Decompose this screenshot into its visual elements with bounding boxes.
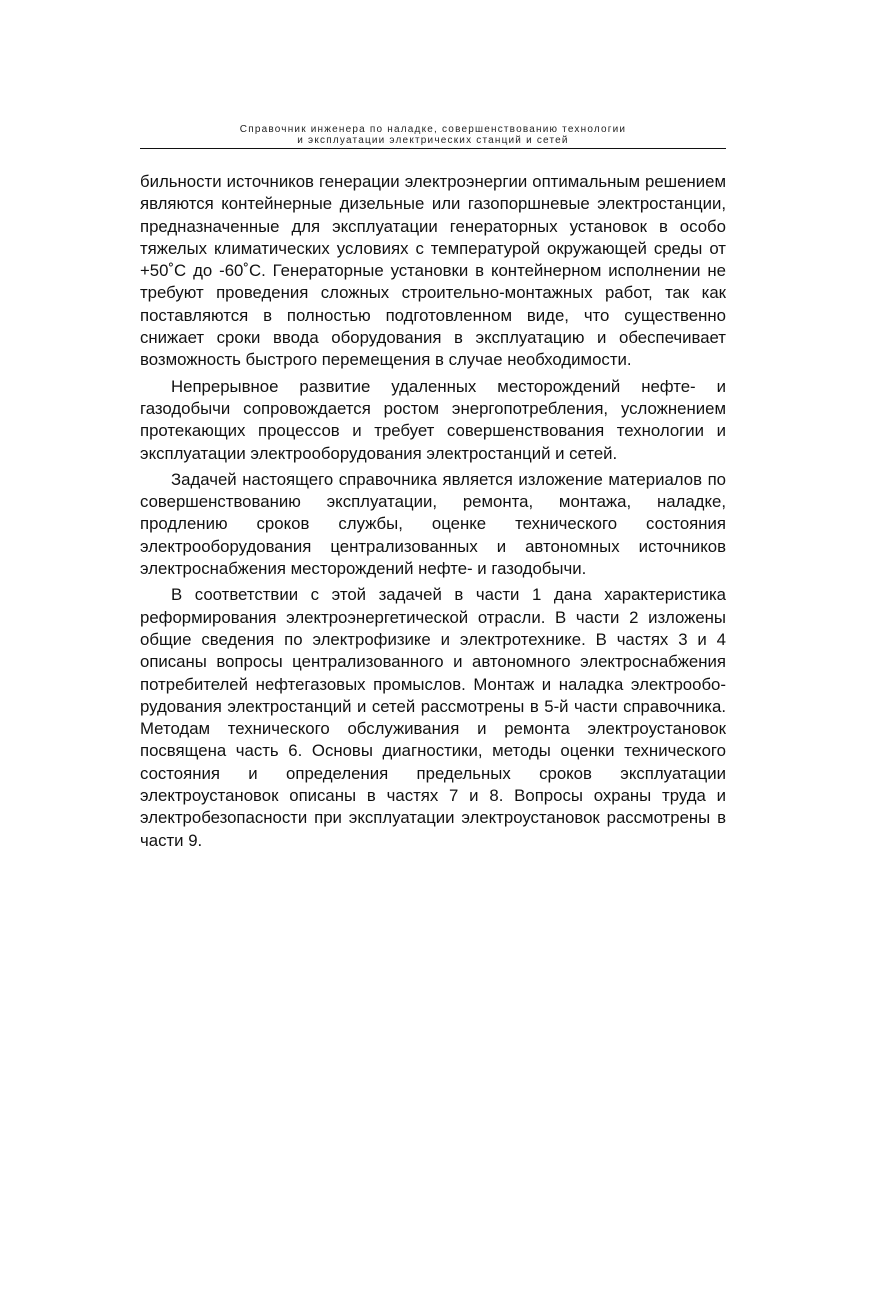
paragraph-4: В соответствии с этой задачей в части 1 дана характеристика реформирования электроэнергетической отрасли. В части 2 изложены общие сведения по электрофизике и электротехнике. В частях 3 и 4 описаны вопросы централизованного и автономного электроснабжения потребителей нефтегазовых промыслов. Монтаж и наладка электрооборудования электростанций и сетей рассмотрены в 5-й части справочника. Методам технического обслуживания и ремонта электроустановок посвящена часть 6. Основы диагностики, методы оценки технического состояния и определения предельных сроков эксплуатации электроустановок описаны в частях 7 и 8. Вопросы охраны труда и электробезопасности при эксплуатации электроустановок рассмотрены в части 9. xyxy=(140,585,726,850)
running-header-line-2: и эксплуатации электрических станций и сетей xyxy=(297,135,569,146)
document-page xyxy=(140,124,726,856)
body-text xyxy=(140,171,726,852)
running-header xyxy=(140,124,726,149)
paragraph-2: Непрерывное развитие удаленных месторождений нефте- и газодобычи сопровождается ростом энергопотребления, усложнением протекающих процессов и требует совершенствования технологии и эксплуатации электрооборудования электростанций и сетей. xyxy=(140,376,726,463)
paragraph-3: Задачей настоящего справочника является изложение материалов по совершенствованию эксплуатации, ремонта, монтажа, наладке, продлению сроков службы, оценке технического состояния электрооборудования централизованных и автономных источников электроснабжения месторождений нефте- и газодобычи. xyxy=(140,469,726,579)
paragraph-1: бильности источников генерации электроэнергии оптимальным решением являются контейнерные дизельные или газопоршневые электростанции, предназначенные для эксплуатации генераторных установок в особо тяжелых климатических условиях с температурой окружающей среды от +50˚С до -60˚С. Генераторные установки в контейнерном исполнении не требуют проведения сложных строительно-монтажных работ, так как поставляются в полностью подготовленном виде, что существенно снижает сроки ввода оборудования в эксплуатацию и обеспечивает возможность быстрого перемещения в случае необходимости. xyxy=(140,172,726,370)
running-header-line-1: Справочник инженера по наладке, совершенствованию технологии xyxy=(239,124,627,135)
